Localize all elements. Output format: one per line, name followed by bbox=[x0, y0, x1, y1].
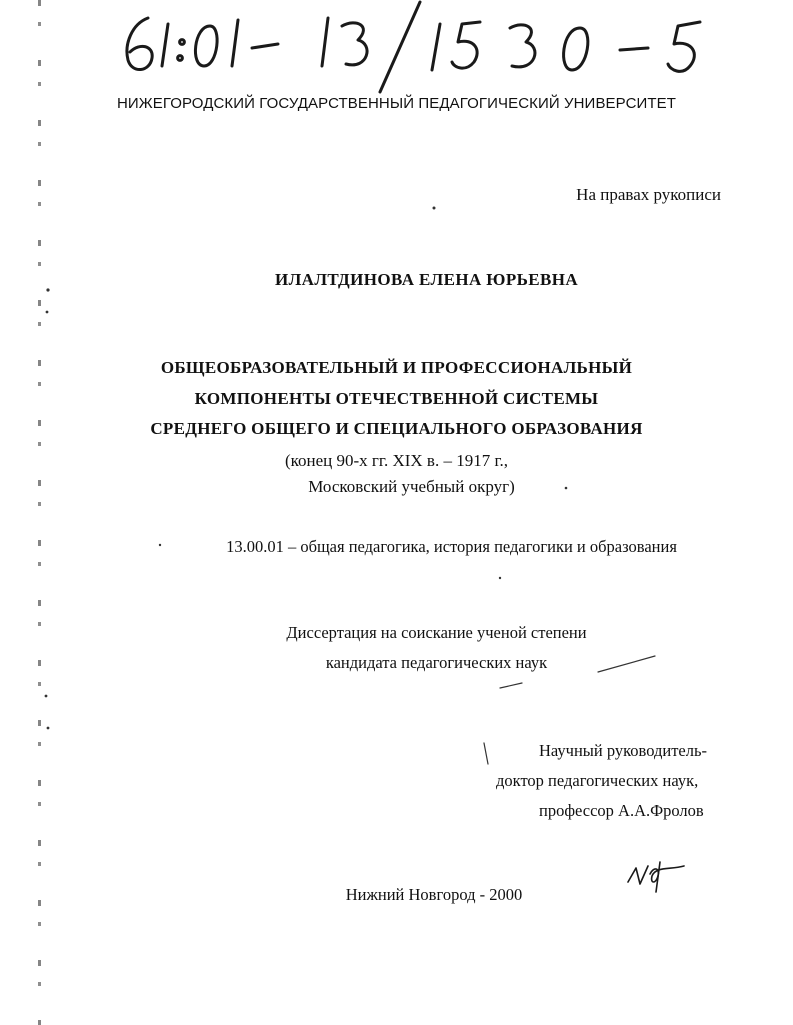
university-name: НИЖЕГОРОДСКИЙ ГОСУДАРСТВЕННЫЙ ПЕДАГОГИЧЕСКИЙ УНИВЕРСИТЕТ bbox=[116, 95, 677, 112]
pencil-stroke-mark bbox=[500, 683, 522, 688]
dissertation-line-2: кандидата педагогических наук bbox=[325, 653, 548, 672]
supervisor-name: профессор А.А.Фролов bbox=[539, 801, 704, 820]
pencil-stroke-mark bbox=[598, 656, 655, 672]
title-line-3: СРЕДНЕГО ОБЩЕГО И СПЕЦИАЛЬНОГО ОБРАЗОВАНИЯ bbox=[150, 419, 643, 438]
pencil-stroke-mark bbox=[484, 743, 488, 764]
title-subtitle-2: Московский учебный округ) bbox=[308, 477, 515, 496]
rights-note: На правах рукописи bbox=[576, 185, 721, 204]
title-line-2: КОМПОНЕНТЫ ОТЕЧЕСТВЕННОЙ СИСТЕМЫ bbox=[194, 389, 599, 408]
dissertation-line-1: Диссертация на соискание ученой степени bbox=[286, 623, 587, 642]
supervisor-degree: доктор педагогических наук, bbox=[496, 771, 699, 790]
title-subtitle-1: (конец 90-х гг. XIX в. – 1917 г., bbox=[284, 451, 509, 470]
city-year: Нижний Новгород - 2000 bbox=[345, 885, 523, 904]
supervisor-role: Научный руководитель- bbox=[539, 741, 707, 760]
author-name: ИЛАЛТДИНОВА ЕЛЕНА ЮРЬЕВНА bbox=[274, 270, 579, 289]
specialty-code: 13.00.01 – общая педагогика, история педагогики и образования bbox=[226, 537, 677, 556]
title-line-1: ОБЩЕОБРАЗОВАТЕЛЬНЫЙ И ПРОФЕССИОНАЛЬНЫЙ bbox=[160, 358, 633, 377]
handwritten-signature bbox=[628, 862, 684, 892]
